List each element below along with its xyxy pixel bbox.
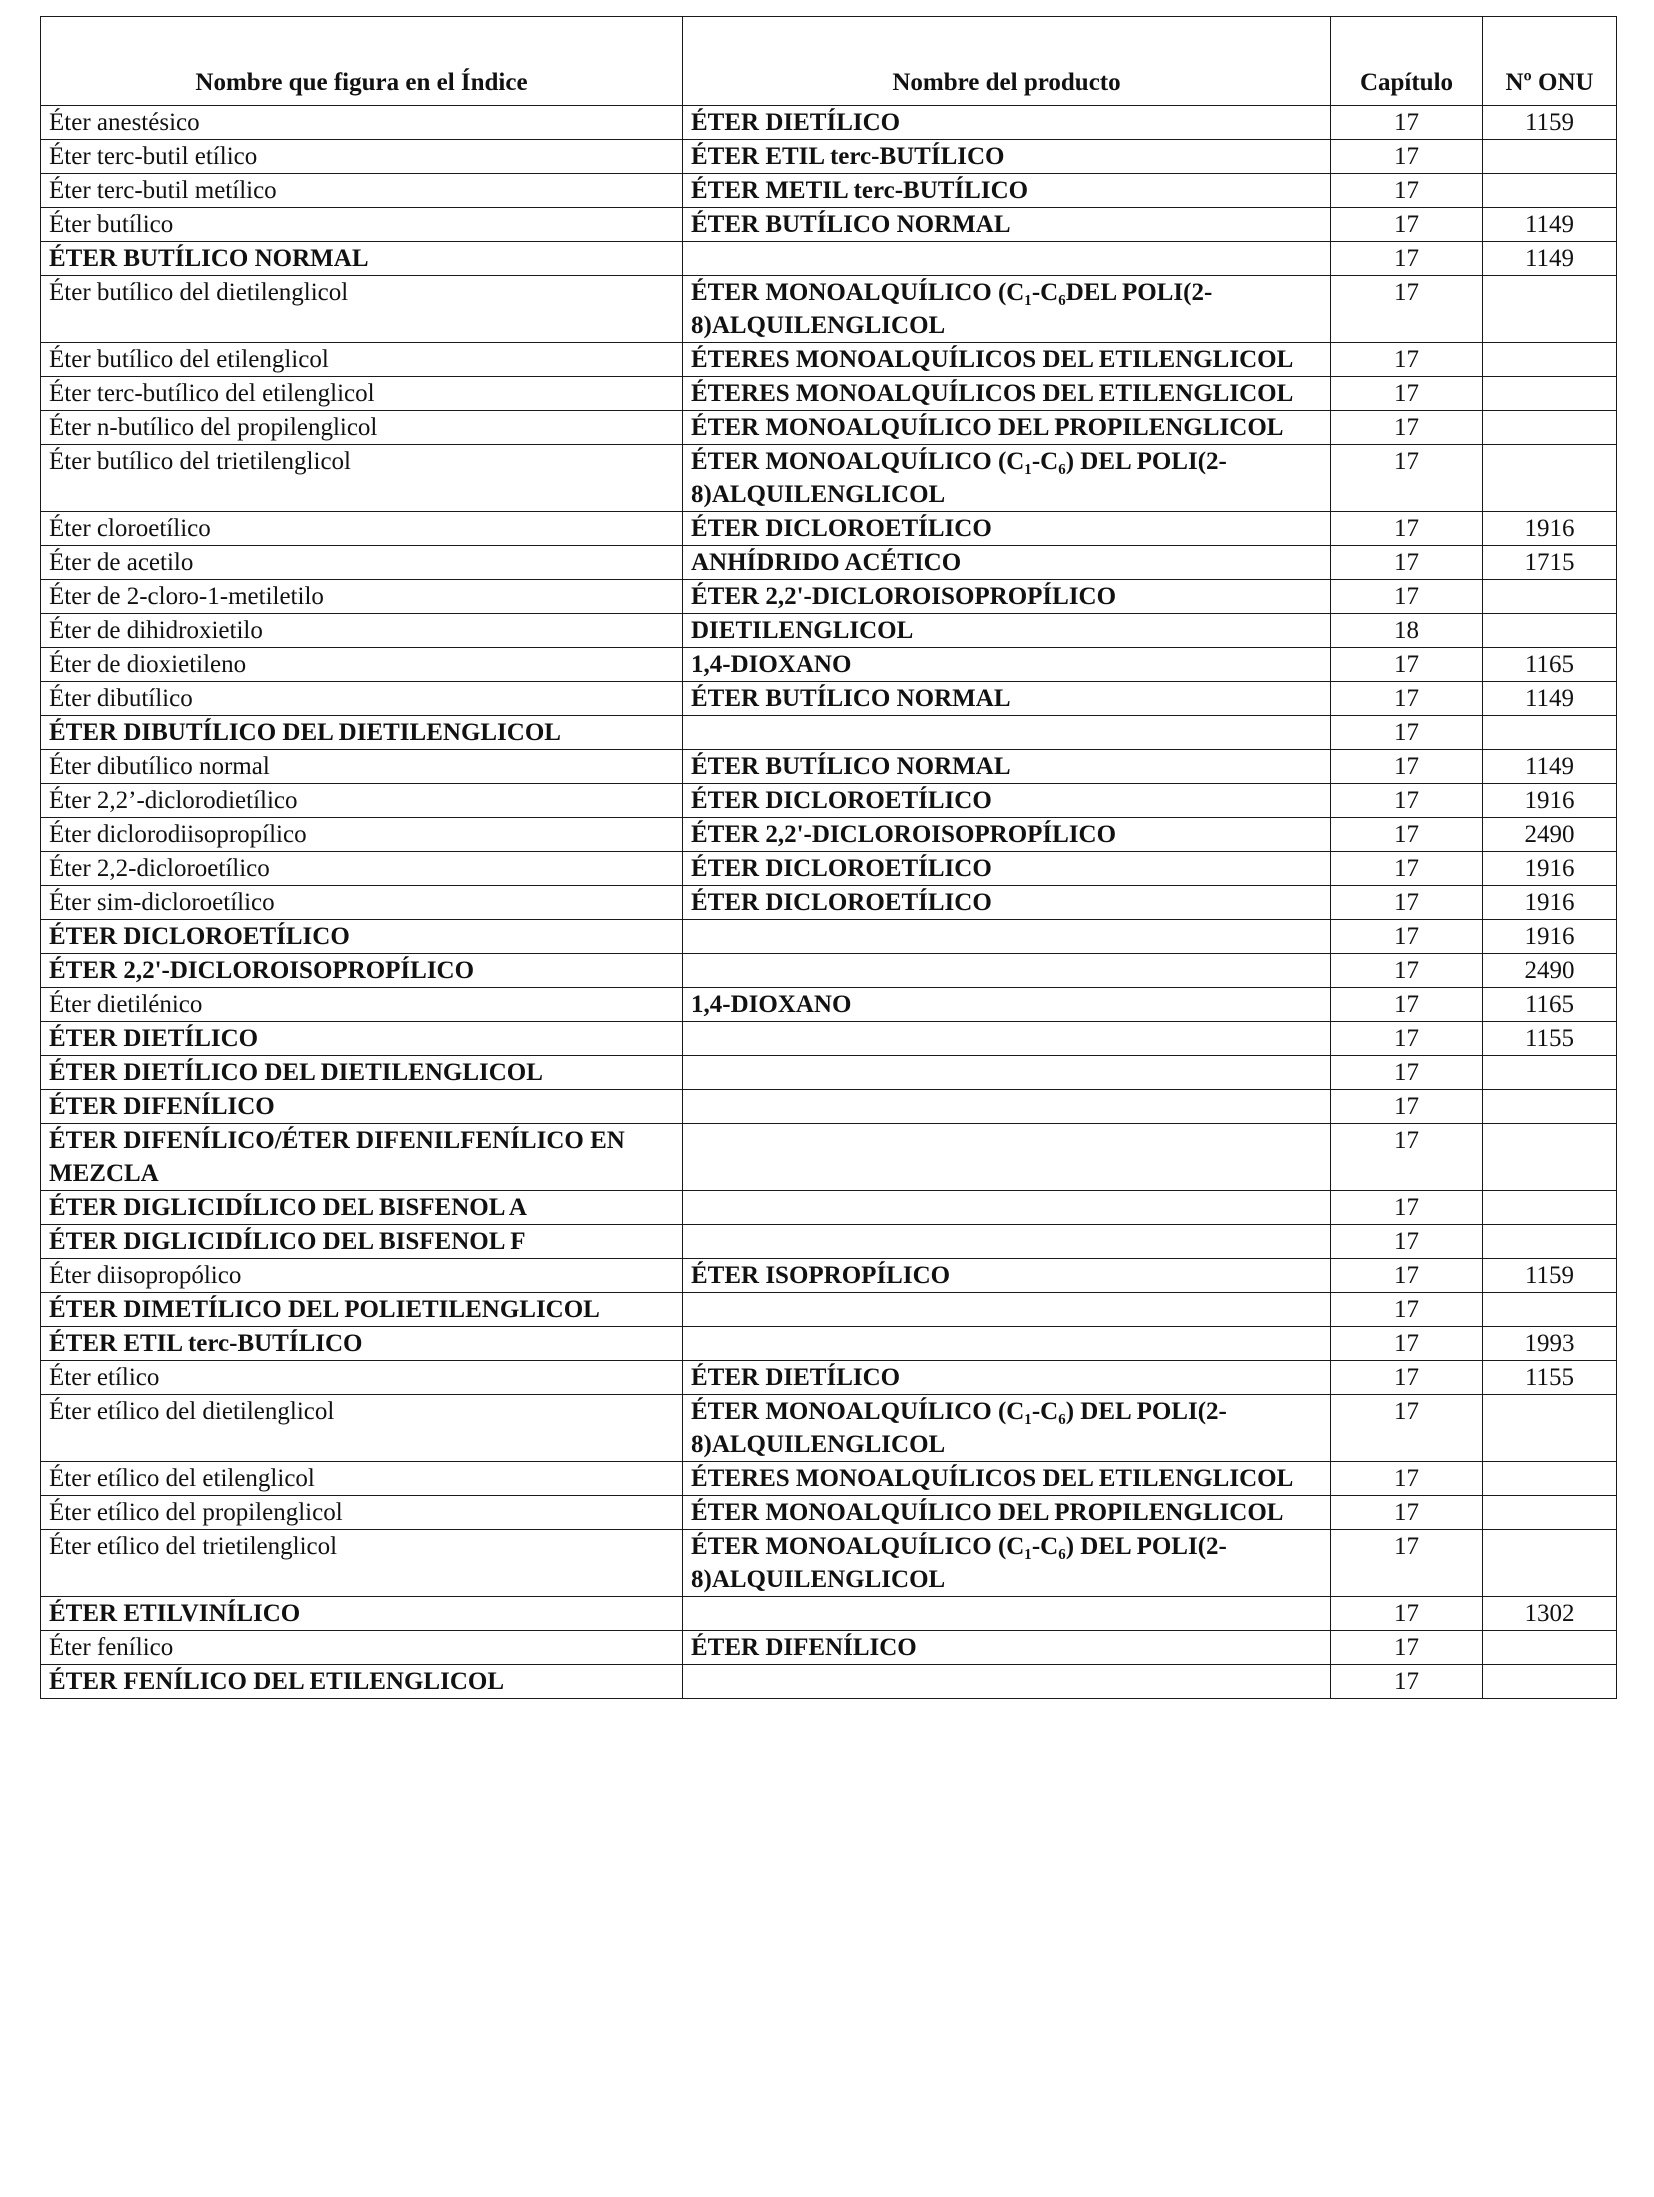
product-name-cell: ÉTER DIETÍLICO	[683, 106, 1331, 140]
product-name-cell: ÉTER METIL terc-BUTÍLICO	[683, 174, 1331, 208]
chapter-cell: 17	[1331, 580, 1483, 614]
product-name-cell: ANHÍDRIDO ACÉTICO	[683, 546, 1331, 580]
chapter-cell: 17	[1331, 1496, 1483, 1530]
un-number-cell	[1483, 1496, 1617, 1530]
table-row	[41, 377, 1617, 411]
un-number-cell	[1483, 411, 1617, 445]
product-name-cell: ÉTER BUTÍLICO NORMAL	[683, 682, 1331, 716]
table-row	[41, 1496, 1617, 1530]
chapter-cell: 17	[1331, 1225, 1483, 1259]
chapter-cell: 17	[1331, 1597, 1483, 1631]
un-number-cell	[1483, 1530, 1617, 1597]
chapter-cell: 17	[1331, 886, 1483, 920]
index-name-cell: Éter fenílico	[41, 1631, 683, 1665]
un-number-cell: 2490	[1483, 954, 1617, 988]
product-name-cell: ÉTER BUTÍLICO NORMAL	[683, 208, 1331, 242]
un-number-cell	[1483, 716, 1617, 750]
product-name-cell: ÉTERES MONOALQUÍLICOS DEL ETILENGLICOL	[683, 1462, 1331, 1496]
table-row	[41, 1327, 1617, 1361]
table-row	[41, 784, 1617, 818]
un-number-cell: 1916	[1483, 512, 1617, 546]
table-row	[41, 818, 1617, 852]
chapter-cell: 17	[1331, 682, 1483, 716]
table-row	[41, 411, 1617, 445]
un-number-cell: 1916	[1483, 852, 1617, 886]
chapter-cell: 17	[1331, 750, 1483, 784]
index-name-cell: Éter de dioxietileno	[41, 648, 683, 682]
product-name-cell	[683, 1022, 1331, 1056]
index-name-cell: ÉTER DIFENÍLICO	[41, 1090, 683, 1124]
chapter-cell: 17	[1331, 1665, 1483, 1699]
product-name-cell: ÉTER MONOALQUÍLICO (C₁-C₆DEL POLI(2-8)ALQUILENGLICOL	[683, 276, 1331, 343]
chapter-cell: 17	[1331, 1191, 1483, 1225]
chapter-cell: 17	[1331, 106, 1483, 140]
index-name-cell: Éter cloroetílico	[41, 512, 683, 546]
product-name-cell	[683, 1665, 1331, 1699]
table-row	[41, 106, 1617, 140]
index-name-cell: Éter n-butílico del propilenglicol	[41, 411, 683, 445]
product-name-cell: ÉTER DIETÍLICO	[683, 1361, 1331, 1395]
un-number-cell: 1155	[1483, 1361, 1617, 1395]
index-name-cell: Éter etílico del etilenglicol	[41, 1462, 683, 1496]
table-row	[41, 580, 1617, 614]
table-header-row	[41, 17, 1617, 106]
table-row	[41, 750, 1617, 784]
chapter-cell: 17	[1331, 784, 1483, 818]
table-row	[41, 445, 1617, 512]
un-number-cell: 1916	[1483, 920, 1617, 954]
index-name-cell: Éter terc-butil metílico	[41, 174, 683, 208]
table-row	[41, 920, 1617, 954]
table-row	[41, 1361, 1617, 1395]
index-name-cell: Éter butílico	[41, 208, 683, 242]
chapter-cell: 17	[1331, 174, 1483, 208]
index-name-cell: ÉTER DIMETÍLICO DEL POLIETILENGLICOL	[41, 1293, 683, 1327]
product-name-cell	[683, 1597, 1331, 1631]
chapter-cell: 18	[1331, 614, 1483, 648]
un-number-cell	[1483, 1225, 1617, 1259]
index-name-cell: Éter butílico del trietilenglicol	[41, 445, 683, 512]
chapter-cell: 17	[1331, 411, 1483, 445]
un-number-cell: 1165	[1483, 988, 1617, 1022]
un-number-cell: 1149	[1483, 682, 1617, 716]
product-name-cell: ÉTER MONOALQUÍLICO (C₁-C₆) DEL POLI(2-8)ALQUILENGLICOL	[683, 445, 1331, 512]
table-row	[41, 1124, 1617, 1191]
product-name-cell: ÉTERES MONOALQUÍLICOS DEL ETILENGLICOL	[683, 343, 1331, 377]
table-row	[41, 174, 1617, 208]
chapter-cell: 17	[1331, 377, 1483, 411]
product-name-cell: 1,4-DIOXANO	[683, 648, 1331, 682]
chapter-cell: 17	[1331, 1361, 1483, 1395]
product-name-cell: ÉTER MONOALQUÍLICO (C₁-C₆) DEL POLI(2-8)ALQUILENGLICOL	[683, 1395, 1331, 1462]
header-un-number: Nº ONU	[1483, 17, 1617, 106]
table-row	[41, 512, 1617, 546]
table-row	[41, 208, 1617, 242]
table-row	[41, 1631, 1617, 1665]
product-name-cell	[683, 1056, 1331, 1090]
table-row	[41, 1530, 1617, 1597]
index-name-cell: ÉTER DIETÍLICO DEL DIETILENGLICOL	[41, 1056, 683, 1090]
product-name-cell: ÉTER ISOPROPÍLICO	[683, 1259, 1331, 1293]
product-name-cell: ÉTER BUTÍLICO NORMAL	[683, 750, 1331, 784]
un-number-cell	[1483, 1124, 1617, 1191]
un-number-cell: 1159	[1483, 106, 1617, 140]
chapter-cell: 17	[1331, 445, 1483, 512]
table-row	[41, 1462, 1617, 1496]
table-row	[41, 1597, 1617, 1631]
index-name-cell: Éter anestésico	[41, 106, 683, 140]
un-number-cell	[1483, 445, 1617, 512]
un-number-cell	[1483, 1293, 1617, 1327]
product-name-cell	[683, 1225, 1331, 1259]
chapter-cell: 17	[1331, 1090, 1483, 1124]
un-number-cell	[1483, 1665, 1617, 1699]
un-number-cell	[1483, 1462, 1617, 1496]
index-name-cell: Éter 2,2’-diclorodietílico	[41, 784, 683, 818]
chapter-cell: 17	[1331, 276, 1483, 343]
index-name-cell: Éter diisopropólico	[41, 1259, 683, 1293]
table-row	[41, 614, 1617, 648]
product-name-cell: ÉTER MONOALQUÍLICO DEL PROPILENGLICOL	[683, 1496, 1331, 1530]
un-number-cell: 2490	[1483, 818, 1617, 852]
header-index-name: Nombre que figura en el Índice	[41, 17, 683, 106]
chapter-cell: 17	[1331, 1293, 1483, 1327]
un-number-cell	[1483, 276, 1617, 343]
index-name-cell: Éter butílico del dietilenglicol	[41, 276, 683, 343]
index-name-cell: ÉTER DIGLICIDÍLICO DEL BISFENOL A	[41, 1191, 683, 1225]
chapter-cell: 17	[1331, 1462, 1483, 1496]
product-name-cell	[683, 920, 1331, 954]
un-number-cell	[1483, 1631, 1617, 1665]
index-name-cell: Éter 2,2-dicloroetílico	[41, 852, 683, 886]
table-row	[41, 1259, 1617, 1293]
product-name-cell: ÉTER DICLOROETÍLICO	[683, 852, 1331, 886]
chapter-cell: 17	[1331, 920, 1483, 954]
table-row	[41, 343, 1617, 377]
table-row	[41, 954, 1617, 988]
ether-index-table	[40, 16, 1617, 1699]
product-name-cell: ÉTER 2,2'-DICLOROISOPROPÍLICO	[683, 818, 1331, 852]
document-page	[40, 16, 1617, 1699]
index-name-cell: Éter de dihidroxietilo	[41, 614, 683, 648]
chapter-cell: 17	[1331, 1631, 1483, 1665]
un-number-cell: 1155	[1483, 1022, 1617, 1056]
chapter-cell: 17	[1331, 1022, 1483, 1056]
index-name-cell: ÉTER BUTÍLICO NORMAL	[41, 242, 683, 276]
index-name-cell: ÉTER FENÍLICO DEL ETILENGLICOL	[41, 1665, 683, 1699]
product-name-cell	[683, 1191, 1331, 1225]
un-number-cell	[1483, 174, 1617, 208]
table-row	[41, 648, 1617, 682]
index-name-cell: ÉTER DICLOROETÍLICO	[41, 920, 683, 954]
index-name-cell: Éter terc-butil etílico	[41, 140, 683, 174]
index-name-cell: ÉTER DIGLICIDÍLICO DEL BISFENOL F	[41, 1225, 683, 1259]
index-name-cell: Éter sim-dicloroetílico	[41, 886, 683, 920]
index-name-cell: Éter terc-butílico del etilenglicol	[41, 377, 683, 411]
table-row	[41, 276, 1617, 343]
product-name-cell	[683, 1327, 1331, 1361]
chapter-cell: 17	[1331, 818, 1483, 852]
product-name-cell: ÉTERES MONOALQUÍLICOS DEL ETILENGLICOL	[683, 377, 1331, 411]
un-number-cell: 1149	[1483, 208, 1617, 242]
chapter-cell: 17	[1331, 1395, 1483, 1462]
table-row	[41, 1395, 1617, 1462]
un-number-cell	[1483, 614, 1617, 648]
index-name-cell: ÉTER ETILVINÍLICO	[41, 1597, 683, 1631]
table-row	[41, 1191, 1617, 1225]
table-row	[41, 1090, 1617, 1124]
header-chapter: Capítulo	[1331, 17, 1483, 106]
table-row	[41, 140, 1617, 174]
product-name-cell: ÉTER MONOALQUÍLICO DEL PROPILENGLICOL	[683, 411, 1331, 445]
un-number-cell: 1149	[1483, 750, 1617, 784]
index-name-cell: Éter de acetilo	[41, 546, 683, 580]
chapter-cell: 17	[1331, 1056, 1483, 1090]
chapter-cell: 17	[1331, 988, 1483, 1022]
product-name-cell: ÉTER DICLOROETÍLICO	[683, 784, 1331, 818]
un-number-cell	[1483, 1090, 1617, 1124]
table-row	[41, 988, 1617, 1022]
un-number-cell: 1993	[1483, 1327, 1617, 1361]
index-name-cell: ÉTER DIETÍLICO	[41, 1022, 683, 1056]
chapter-cell: 17	[1331, 242, 1483, 276]
table-row	[41, 546, 1617, 580]
table-body	[41, 106, 1617, 1699]
un-number-cell	[1483, 377, 1617, 411]
header-product-name: Nombre del producto	[683, 17, 1331, 106]
product-name-cell: DIETILENGLICOL	[683, 614, 1331, 648]
product-name-cell	[683, 1293, 1331, 1327]
un-number-cell	[1483, 1395, 1617, 1462]
un-number-cell	[1483, 1056, 1617, 1090]
un-number-cell: 1916	[1483, 886, 1617, 920]
table-row	[41, 1056, 1617, 1090]
product-name-cell: ÉTER 2,2'-DICLOROISOPROPÍLICO	[683, 580, 1331, 614]
table-row	[41, 1225, 1617, 1259]
index-name-cell: Éter etílico del trietilenglicol	[41, 1530, 683, 1597]
index-name-cell: Éter etílico del propilenglicol	[41, 1496, 683, 1530]
un-number-cell: 1165	[1483, 648, 1617, 682]
chapter-cell: 17	[1331, 343, 1483, 377]
table-row	[41, 1665, 1617, 1699]
index-name-cell: ÉTER DIBUTÍLICO DEL DIETILENGLICOL	[41, 716, 683, 750]
product-name-cell: ÉTER DIFENÍLICO	[683, 1631, 1331, 1665]
chapter-cell: 17	[1331, 1124, 1483, 1191]
un-number-cell: 1715	[1483, 546, 1617, 580]
product-name-cell: ÉTER DICLOROETÍLICO	[683, 512, 1331, 546]
index-name-cell: Éter etílico del dietilenglicol	[41, 1395, 683, 1462]
chapter-cell: 17	[1331, 546, 1483, 580]
index-name-cell: Éter dibutílico normal	[41, 750, 683, 784]
chapter-cell: 17	[1331, 648, 1483, 682]
index-name-cell: Éter de 2-cloro-1-metiletilo	[41, 580, 683, 614]
chapter-cell: 17	[1331, 716, 1483, 750]
chapter-cell: 17	[1331, 954, 1483, 988]
product-name-cell: ÉTER DICLOROETÍLICO	[683, 886, 1331, 920]
index-name-cell: ÉTER ETIL terc-BUTÍLICO	[41, 1327, 683, 1361]
un-number-cell: 1302	[1483, 1597, 1617, 1631]
chapter-cell: 17	[1331, 1530, 1483, 1597]
index-name-cell: Éter dietilénico	[41, 988, 683, 1022]
chapter-cell: 17	[1331, 852, 1483, 886]
index-name-cell: Éter dibutílico	[41, 682, 683, 716]
un-number-cell: 1149	[1483, 242, 1617, 276]
product-name-cell	[683, 1124, 1331, 1191]
table-row	[41, 1022, 1617, 1056]
table-row	[41, 852, 1617, 886]
table-row	[41, 1293, 1617, 1327]
chapter-cell: 17	[1331, 208, 1483, 242]
un-number-cell	[1483, 580, 1617, 614]
table-row	[41, 682, 1617, 716]
chapter-cell: 17	[1331, 140, 1483, 174]
un-number-cell	[1483, 140, 1617, 174]
index-name-cell: ÉTER DIFENÍLICO/ÉTER DIFENILFENÍLICO EN MEZCLA	[41, 1124, 683, 1191]
un-number-cell: 1159	[1483, 1259, 1617, 1293]
product-name-cell: ÉTER MONOALQUÍLICO (C₁-C₆) DEL POLI(2-8)ALQUILENGLICOL	[683, 1530, 1331, 1597]
index-name-cell: Éter butílico del etilenglicol	[41, 343, 683, 377]
table-row	[41, 716, 1617, 750]
chapter-cell: 17	[1331, 512, 1483, 546]
product-name-cell: 1,4-DIOXANO	[683, 988, 1331, 1022]
product-name-cell	[683, 242, 1331, 276]
un-number-cell	[1483, 1191, 1617, 1225]
product-name-cell	[683, 1090, 1331, 1124]
table-row	[41, 886, 1617, 920]
un-number-cell	[1483, 343, 1617, 377]
chapter-cell: 17	[1331, 1259, 1483, 1293]
index-name-cell: Éter etílico	[41, 1361, 683, 1395]
product-name-cell: ÉTER ETIL terc-BUTÍLICO	[683, 140, 1331, 174]
product-name-cell	[683, 716, 1331, 750]
index-name-cell: ÉTER 2,2'-DICLOROISOPROPÍLICO	[41, 954, 683, 988]
table-row	[41, 242, 1617, 276]
chapter-cell: 17	[1331, 1327, 1483, 1361]
index-name-cell: Éter diclorodiisopropílico	[41, 818, 683, 852]
un-number-cell: 1916	[1483, 784, 1617, 818]
product-name-cell	[683, 954, 1331, 988]
